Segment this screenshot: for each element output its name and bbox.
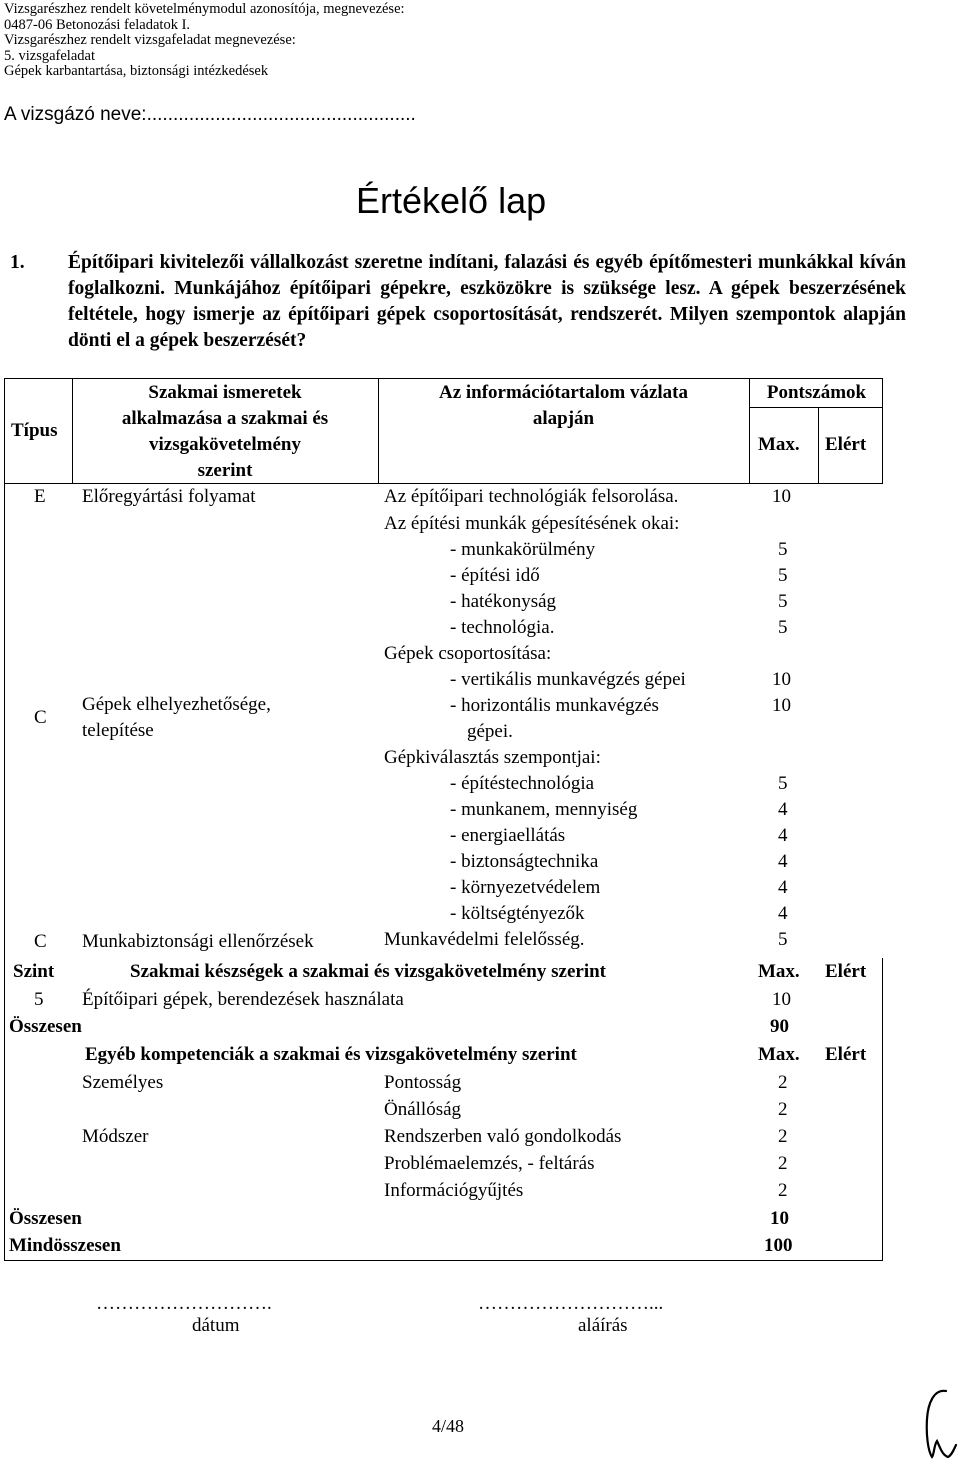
row-c2-topic: Munkabiztonsági ellenőrzések xyxy=(82,931,314,952)
header-skills-line: Szakmai ismeretek xyxy=(148,382,302,403)
row-c1-outline-line: - horizontális munkavégzés xyxy=(450,695,659,716)
row-c1-outline-line: - hatékonyság xyxy=(450,591,557,612)
row-c1-max: 10 xyxy=(772,695,791,716)
row-c2-outline: Munkavédelmi felelősség. xyxy=(384,929,585,950)
skills-level-header: Szint xyxy=(13,961,55,982)
row-c1-outline-line: - munkanem, mennyiség xyxy=(450,799,638,820)
other-competencies-header: Egyéb kompetenciák a szakmai és vizsgakövetelmény szerint xyxy=(85,1044,577,1065)
row-c1-max: 5 xyxy=(778,539,788,560)
row-c1-max: 4 xyxy=(778,851,788,872)
other-item: Információgyűjtés xyxy=(384,1180,524,1201)
header-line: Vizsgarészhez rendelt követelménymodul azonosítója, megnevezése: xyxy=(4,1,405,17)
table-border-right xyxy=(882,378,883,484)
candidate-name-label: A vizsgázó neve:................................................... xyxy=(4,104,416,125)
other-group: Módszer xyxy=(82,1126,149,1147)
header-skills-line: vizsgakövetelmény xyxy=(149,434,301,455)
table-border-bottom xyxy=(4,1260,883,1261)
row-c2-type: C xyxy=(34,931,47,952)
date-dots: ………………………. xyxy=(96,1293,272,1314)
other-max: 2 xyxy=(778,1180,788,1201)
header-max: Max. xyxy=(758,434,800,455)
other-group: Személyes xyxy=(82,1072,164,1093)
row-c1-max: 4 xyxy=(778,877,788,898)
header-line: Vizsgarészhez rendelt vizsgafeladat megnevezése: xyxy=(4,32,296,49)
row-c1-max: 5 xyxy=(778,773,788,794)
header-outline-line: alapján xyxy=(532,408,595,429)
skills-row-level: 5 xyxy=(34,989,44,1010)
question-text: Építőipari kivitelezői vállalkozást szeretne indítani, falazási és egyéb építőmesteri munkákkal kíván foglalkozni. Munkájához építőipari gépekre, eszközökre is szüksége lesz. A gépek beszerzésének feltétele, hogy ismerje az építőipari gépek csoportosítását, rendszerét. Milyen szempontok alapján dönti el a gépek beszerzését? xyxy=(68,252,906,351)
row-c1-max: 5 xyxy=(778,617,788,638)
other-item: Problémaelemzés, - feltárás xyxy=(384,1153,595,1174)
page-title: Értékelő lap xyxy=(356,180,547,221)
other-max-header: Max. xyxy=(758,1044,800,1065)
signature-dots: ………………………... xyxy=(478,1293,664,1314)
header-outline-line: Az információtartalom vázlata xyxy=(438,382,689,403)
row-e-outline: Az építőipari technológiák felsorolása. xyxy=(384,486,679,507)
exam-header xyxy=(4,2,405,80)
other-max: 2 xyxy=(778,1126,788,1147)
other-max: 2 xyxy=(778,1099,788,1120)
subtotal-label: Összesen xyxy=(9,1016,82,1037)
row-e-topic: Előregyártási folyamat xyxy=(82,486,256,507)
skills-achieved-header: Elért xyxy=(825,961,867,982)
row-c1-outline-line: - költségtényezők xyxy=(450,903,585,924)
header-line: Gépek karbantartása, biztonsági intézkedések xyxy=(4,63,269,80)
row-c1-max: 10 xyxy=(772,669,791,690)
page-number: 4/48 xyxy=(432,1416,465,1436)
row-c1-max: 5 xyxy=(778,565,788,586)
table-border-left xyxy=(4,378,5,1261)
header-achieved: Elért xyxy=(825,434,867,455)
row-c1-outline-line: - energiaellátás xyxy=(450,825,566,846)
other-max: 2 xyxy=(778,1153,788,1174)
skills-row-max: 10 xyxy=(772,989,791,1010)
row-c2-max: 5 xyxy=(778,929,788,950)
row-c1-outline-line: - építéstechnológia xyxy=(450,773,595,794)
row-c1-topic-line: Gépek elhelyezhetősége, xyxy=(82,694,271,715)
question-number: 1. xyxy=(10,252,25,273)
skills-row-label: Építőipari gépek, berendezések használata xyxy=(82,989,404,1010)
grand-total-value: 100 xyxy=(764,1235,793,1256)
skills-header: Szakmai készségek a szakmai és vizsgakövetelmény szerint xyxy=(130,961,606,982)
row-c1-max: 4 xyxy=(778,825,788,846)
row-c1-outline-line: - építési idő xyxy=(450,565,540,586)
row-e-max: 10 xyxy=(772,486,791,507)
skills-max-header: Max. xyxy=(758,961,800,982)
row-c1-outline-line: - munkakörülmény xyxy=(450,539,596,560)
row-c1-max: 4 xyxy=(778,903,788,924)
column-divider xyxy=(818,407,819,484)
grand-total-label: Mindösszesen xyxy=(9,1235,121,1256)
other-item: Rendszerben való gondolkodás xyxy=(384,1126,622,1147)
header-type: Típus xyxy=(11,420,58,441)
row-c1-type: C xyxy=(34,707,47,728)
row-c1-outline-line: gépei. xyxy=(467,721,513,742)
row-e-type: E xyxy=(34,486,46,507)
header-line: 0487-06 Betonozási feladatok I. xyxy=(4,16,191,33)
row-c1-outline-line: Az építési munkák gépesítésének okai: xyxy=(384,513,680,534)
row-c1-max: 5 xyxy=(778,591,788,612)
other-item: Pontosság xyxy=(384,1072,462,1093)
date-label: dátum xyxy=(192,1315,240,1336)
row-c1-outline-line: Gépek csoportosítása: xyxy=(384,643,552,664)
signature-label: aláírás xyxy=(578,1315,628,1336)
row-c1-outline-line: Gépkiválasztás szempontjai: xyxy=(384,747,601,768)
other-item: Önállóság xyxy=(384,1099,462,1120)
row-c1-topic-line: telepítése xyxy=(82,720,154,741)
header-points: Pontszámok xyxy=(766,382,867,403)
points-header-divider xyxy=(749,407,883,408)
subtotal-value: 10 xyxy=(770,1208,789,1229)
subtotal-value: 90 xyxy=(770,1016,789,1037)
header-skills-line: szerint xyxy=(197,460,253,481)
row-c1-outline-line: - technológia. xyxy=(450,617,555,638)
header-skills-line: alkalmazása a szakmai és xyxy=(121,408,329,429)
handwritten-signature xyxy=(918,1385,958,1460)
row-c1-outline-line: - környezetvédelem xyxy=(450,877,601,898)
subtotal-label: Összesen xyxy=(9,1208,82,1229)
row-c1-outline-line: - vertikális munkavégzés gépei xyxy=(450,669,686,690)
header-line: 5. vizsgafeladat xyxy=(4,47,95,64)
table-border-right-lower xyxy=(882,958,883,1260)
row-c1-outline-line: - biztonságtechnika xyxy=(450,851,599,872)
other-max: 2 xyxy=(778,1072,788,1093)
row-c1-max: 4 xyxy=(778,799,788,820)
other-achieved-header: Elért xyxy=(825,1044,867,1065)
